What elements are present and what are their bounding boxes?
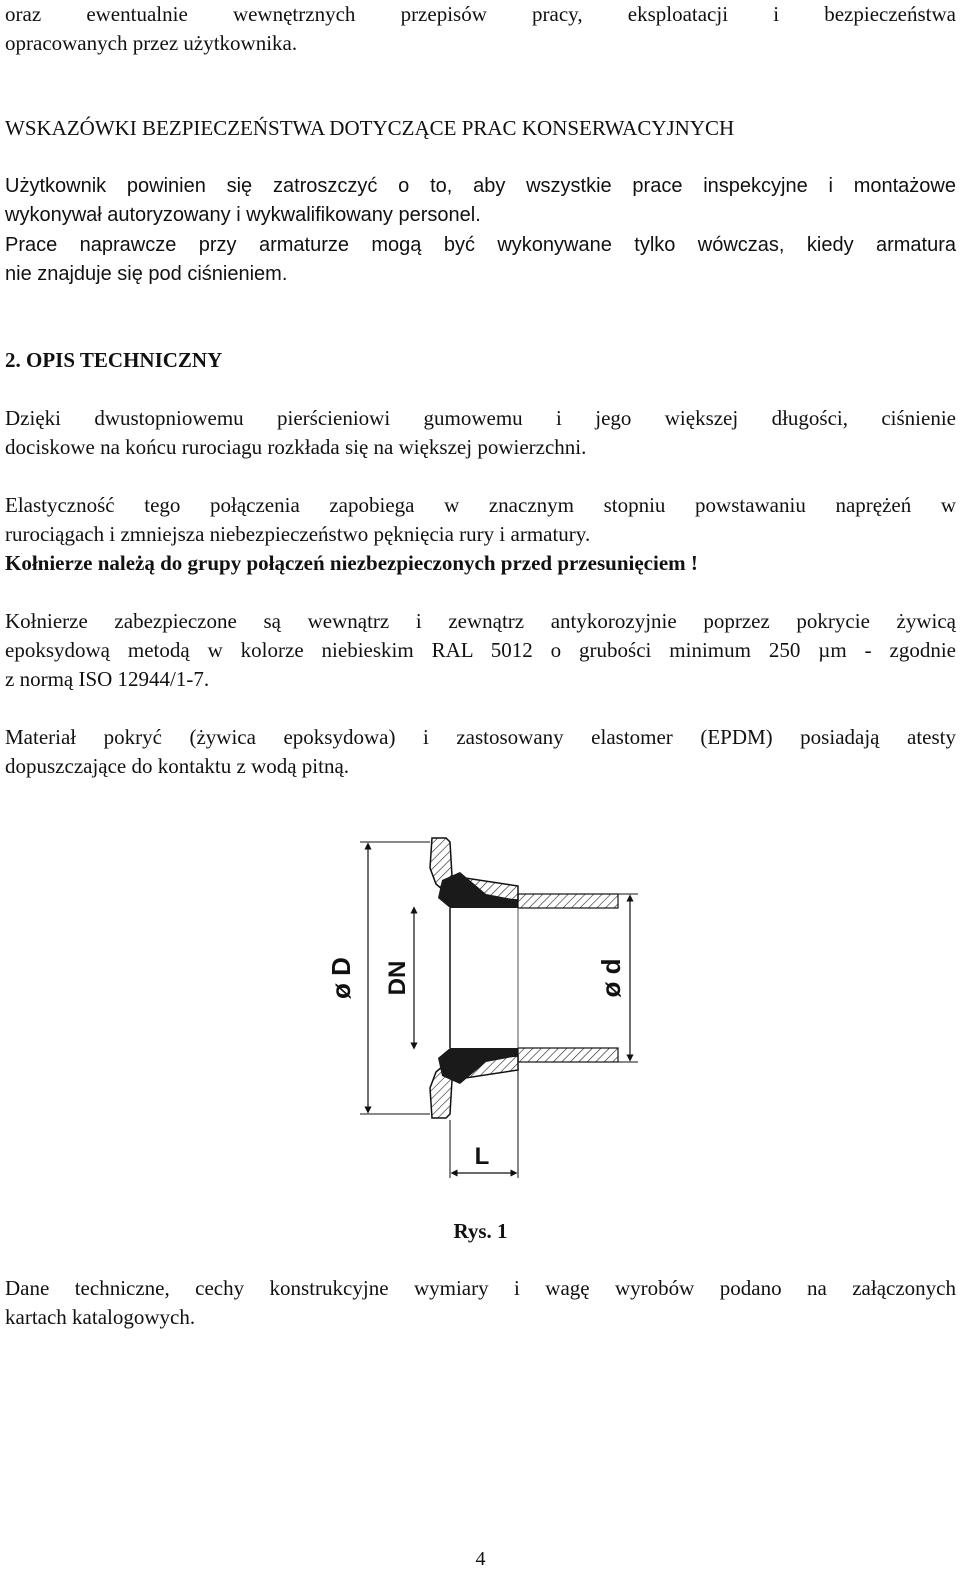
- pipe-wall-upper: [518, 894, 618, 908]
- label-L: L: [474, 1143, 490, 1170]
- intro-line-2: opracowanych przez użytkownika.: [5, 31, 298, 55]
- technical-heading: 2. OPIS TECHNICZNY: [5, 348, 223, 372]
- technical-paragraph-4: [5, 723, 956, 781]
- tech-p2-bold-warning: Kołnierze należą do grupy połączeń niezbezpieczonych przed przesunięciem !: [5, 551, 698, 575]
- flange-technical-drawing: [320, 828, 650, 1188]
- technical-paragraph-2: [5, 491, 956, 578]
- safety-p1-line-1: Użytkownik powinien się zatroszczyć o to, aby wszystkie prace inspekcyjne i montażowe: [5, 175, 956, 197]
- intro-paragraph: [5, 0, 956, 58]
- figure-caption: Rys. 1: [453, 1219, 508, 1243]
- label-DN: DN: [384, 960, 411, 996]
- technical-paragraph-1: [5, 404, 956, 462]
- label-D: ø D: [326, 957, 356, 999]
- tech-p2-line-2: rurociągach i zmniejsza niebezpieczeństwo pęknięcia rury i armatury.: [5, 522, 591, 546]
- technical-paragraph-3: [5, 607, 956, 694]
- safety-p1-line-2: wykonywał autoryzowany i wykwalifikowany personel.: [5, 204, 481, 226]
- tech-p1-line-1: Dzięki dwustopniowemu pierścieniowi gumowemu i jego większej długości, ciśnienie: [5, 406, 956, 430]
- tech-p3-line-1: Kołnierze zabezpieczone są wewnątrz i zewnątrz antykorozyjnie poprzez pokrycie żywicą: [5, 609, 956, 633]
- safety-p2-line-2: nie znajduje się pod ciśnieniem.: [5, 263, 288, 285]
- page-number: 4: [475, 1548, 486, 1570]
- closing-line-2: kartach katalogowych.: [5, 1305, 196, 1329]
- pipe-wall-lower: [518, 1048, 618, 1062]
- tech-p2-line-1: Elastyczność tego połączenia zapobiega w znacznym stopniu powstawaniu naprężeń w: [5, 493, 956, 517]
- closing-paragraph: [5, 1274, 956, 1332]
- pipe-inner-lines: [450, 908, 518, 1048]
- safety-p2-line-1: Prace naprawcze przy armaturze mogą być wykonywane tylko wówczas, kiedy armatura: [5, 234, 956, 256]
- tech-p1-line-2: dociskowe na końcu rurociagu rozkłada się na większej powierzchni.: [5, 435, 587, 459]
- safety-heading: WSKAZÓWKI BEZPIECZEŃSTWA DOTYCZĄCE PRAC KONSERWACYJNYCH: [5, 116, 735, 140]
- tech-p3-line-2: epoksydową metodą w kolorze niebieskim RAL 5012 o grubości minimum 250 µm - zgodnie: [5, 638, 956, 662]
- tech-p4-line-1: Materiał pokryć (żywica epoksydowa) i zastosowany elastomer (EPDM) posiadają atesty: [5, 725, 956, 749]
- tech-p3-line-3: z normą ISO 12944/1-7.: [5, 667, 210, 691]
- tech-p4-line-2: dopuszczające do kontaktu z wodą pitną.: [5, 754, 350, 778]
- safety-paragraph-2: [5, 231, 956, 289]
- label-d: ø d: [596, 958, 626, 998]
- intro-line-1: oraz ewentualnie wewnętrznych przepisów pracy, eksploatacji i bezpieczeństwa: [5, 2, 956, 26]
- safety-paragraph-1: [5, 172, 956, 230]
- closing-line-1: Dane techniczne, cechy konstrukcyjne wymiary i wagę wyrobów podano na załączonych: [5, 1276, 956, 1300]
